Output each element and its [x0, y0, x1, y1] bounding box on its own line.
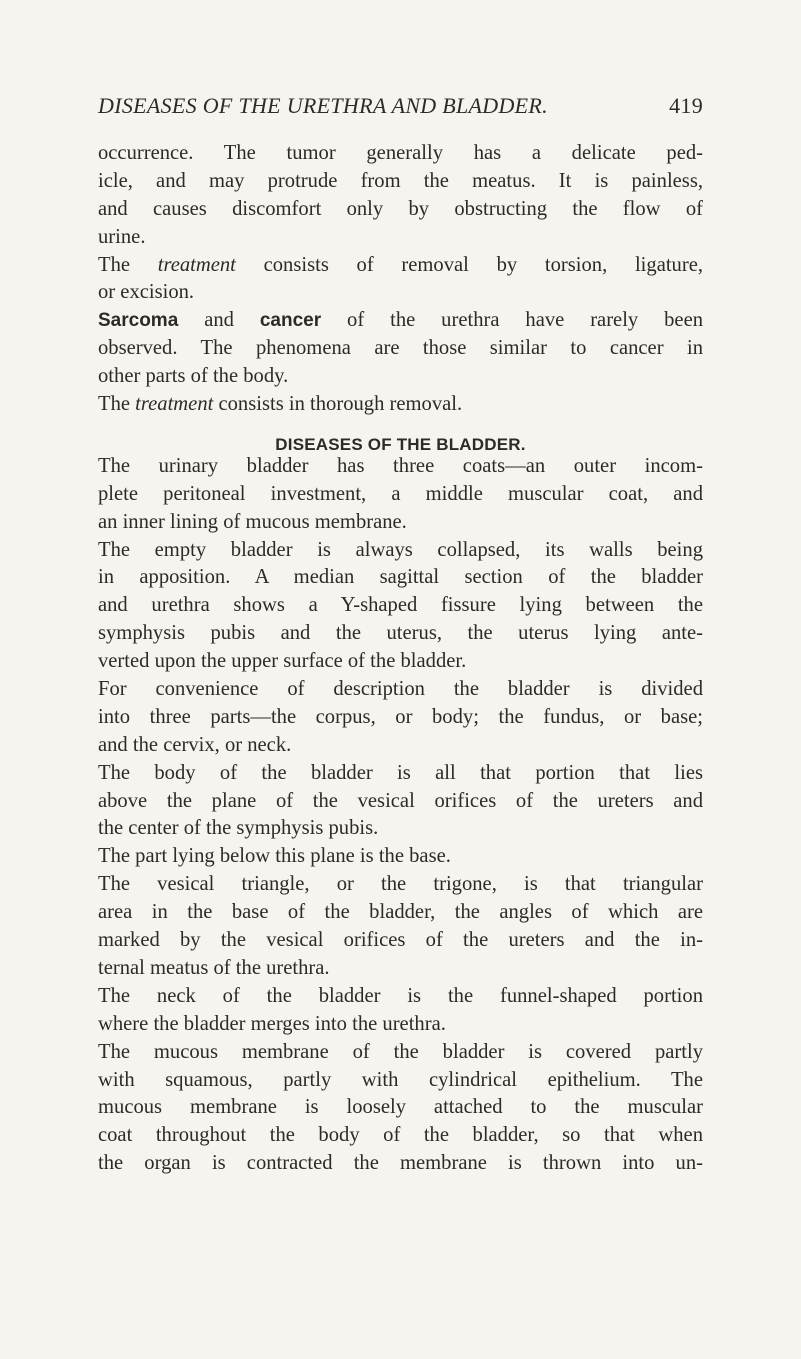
text-line: symphysis pubis and the uterus, the uterus lying ante-: [98, 622, 703, 645]
text-line: [98, 307, 703, 335]
text-line: ternal meatus of the urethra.: [98, 956, 330, 979]
text-run: The: [98, 253, 158, 276]
text-line: the center of the symphysis pubis.: [98, 817, 379, 840]
text-line: The mucous membrane of the bladder is covered partly: [98, 1040, 703, 1063]
text-line: in apposition. A median sagittal section of the bladder: [98, 566, 703, 589]
emphasis-treatment: treatment: [135, 393, 214, 416]
text-run: consists of removal by torsion, ligature,: [235, 253, 704, 276]
text-line: [98, 391, 703, 419]
term-sarcoma: Sarcoma: [98, 310, 179, 332]
text-line: The part lying below this plane is the base.: [98, 845, 451, 868]
text-line: mucous membrane is loosely attached to the muscular: [98, 1096, 703, 1119]
text-line: The neck of the bladder is the funnel-shaped portion: [98, 984, 703, 1007]
body-text: [98, 140, 703, 1178]
text-line: The urinary bladder has three coats—an outer incom-: [98, 454, 703, 477]
text-line: an inner lining of mucous membrane.: [98, 510, 407, 533]
section-heading: DISEASES OF THE BLADDER.: [275, 434, 526, 454]
text-line: occurrence. The tumor generally has a delicate ped-: [98, 142, 703, 164]
text-line: observed. The phenomena are those similar to cancer in: [98, 337, 703, 360]
text-line: [98, 252, 703, 280]
term-cancer: cancer: [259, 310, 322, 332]
text-line: The body of the bladder is all that portion that lies: [98, 761, 703, 784]
text-run: consists in thorough removal.: [213, 393, 463, 416]
text-line: and causes discomfort only by obstructing the flow of: [98, 197, 703, 220]
running-header: [98, 92, 703, 120]
text-line: and urethra shows a Y-shaped fissure lying between the: [98, 594, 703, 617]
text-line: icle, and may protrude from the meatus. It is painless,: [98, 169, 703, 192]
text-line: above the plane of the vesical orifices of the ureters and: [98, 789, 703, 812]
text-run: The: [98, 393, 136, 416]
text-line: marked by the vesical orifices of the ureters and the in-: [98, 929, 703, 952]
text-line: urine.: [98, 225, 146, 248]
text-line: coat throughout the body of the bladder, so that when: [98, 1124, 703, 1147]
text-line: verted upon the upper surface of the bladder.: [98, 650, 467, 673]
page-number: 419: [669, 93, 703, 118]
text-line: and the cervix, or neck.: [98, 733, 292, 756]
running-title: DISEASES OF THE URETHRA AND BLADDER.: [98, 93, 548, 118]
text-line: the organ is contracted the membrane is thrown into un-: [98, 1152, 703, 1175]
text-line: other parts of the body.: [98, 365, 289, 388]
text-line: or excision.: [98, 281, 195, 304]
text-run: and: [178, 309, 260, 332]
text-line: plete peritoneal investment, a middle muscular coat, and: [98, 482, 703, 505]
text-run: of the urethra have rarely been: [321, 309, 703, 332]
text-line: The vesical triangle, or the trigone, is that triangular: [98, 873, 703, 896]
text-line: For convenience of description the bladder is divided: [98, 678, 703, 701]
text-line: where the bladder merges into the urethra.: [98, 1012, 446, 1035]
text-line: with squamous, partly with cylindrical epithelium. The: [98, 1068, 703, 1091]
text-line: The empty bladder is always collapsed, its walls being: [98, 538, 703, 561]
text-line: into three parts—the corpus, or body; the fundus, or base;: [98, 705, 703, 728]
emphasis-treatment: treatment: [157, 253, 236, 276]
text-line: area in the base of the bladder, the angles of which are: [98, 901, 703, 924]
